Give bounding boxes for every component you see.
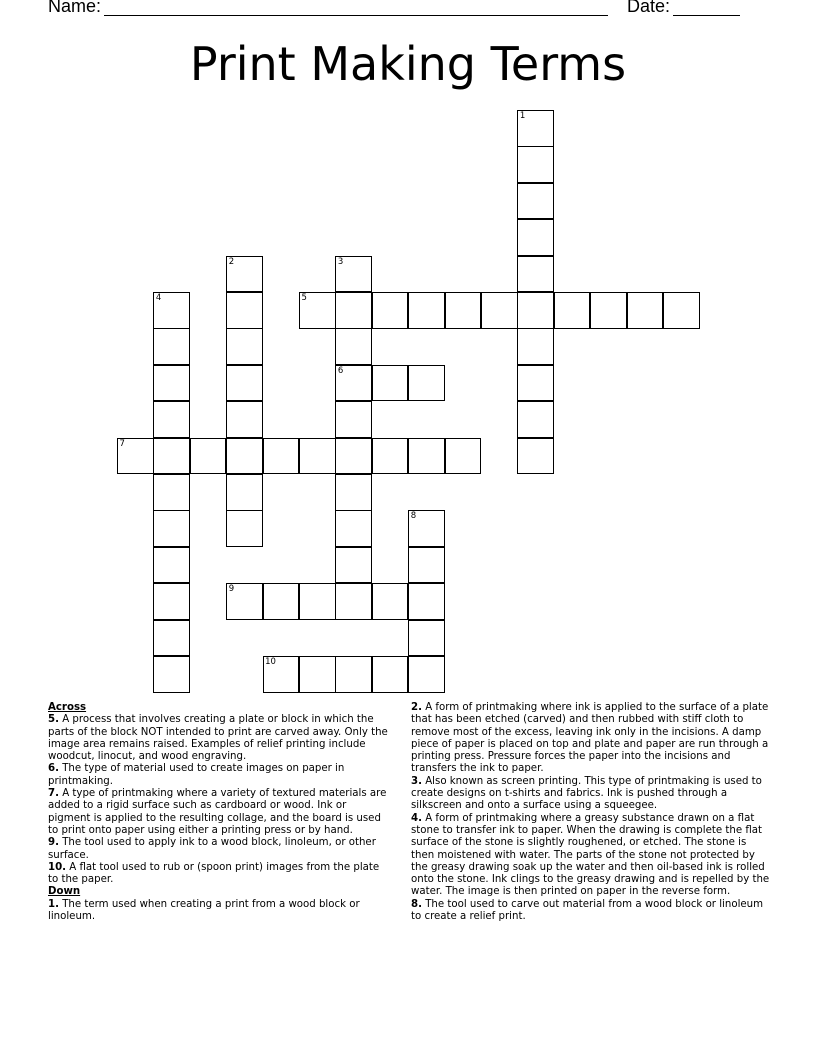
clue-item-text: Also known as screen printing. This type of printmaking is used to create designs on t-shirts and fabrics. Ink is pushed through a silkscreen and onto a surface using a squeegee. xyxy=(411,775,762,812)
grid-cell[interactable] xyxy=(335,510,372,547)
clue-item-text: The term used when creating a print from a wood block or linoleum. xyxy=(48,898,360,923)
down-clue-list xyxy=(48,899,390,924)
grid-cell[interactable] xyxy=(153,438,190,475)
grid-cell[interactable] xyxy=(153,547,190,584)
grid-cell[interactable] xyxy=(408,438,445,475)
clue-item xyxy=(411,776,771,813)
clue-item-text: A process that involves creating a plate or block in which the parts of the block NOT intended to print are carved away. Only the image area remains raised. Examples of relief printing include woodcut, linocut, and wood engraving. xyxy=(48,714,388,763)
grid-cell[interactable] xyxy=(372,365,409,402)
grid-cell[interactable] xyxy=(335,583,372,620)
name-label: Name: xyxy=(48,0,102,16)
grid-cell[interactable] xyxy=(408,656,445,693)
grid-cell[interactable] xyxy=(517,183,554,220)
clue-number-3: 3 xyxy=(337,256,344,267)
clue-number-2: 2 xyxy=(228,256,235,267)
grid-cell[interactable] xyxy=(408,292,445,329)
clue-item-number: 7. xyxy=(48,788,59,800)
date-label: Date: xyxy=(627,0,671,16)
grid-cell[interactable] xyxy=(226,510,263,547)
grid-cell[interactable] xyxy=(153,365,190,402)
clue-item xyxy=(411,702,771,776)
grid-cell[interactable] xyxy=(153,620,190,657)
grid-cell[interactable] xyxy=(153,583,190,620)
grid-cell[interactable] xyxy=(153,474,190,511)
grid-cell[interactable] xyxy=(372,292,409,329)
clue-item-number: 3. xyxy=(411,775,422,787)
clue-item xyxy=(48,788,390,837)
clues-right-column xyxy=(411,702,771,923)
grid-cell[interactable] xyxy=(299,583,336,620)
grid-cell[interactable] xyxy=(335,401,372,438)
clue-item-text: The tool used to carve out material from a wood block or linoleum to create a relief print. xyxy=(411,898,764,923)
clue-number-10: 10 xyxy=(265,657,276,667)
grid-cell[interactable] xyxy=(335,438,372,475)
grid-cell[interactable] xyxy=(226,365,263,402)
clue-item xyxy=(48,763,390,788)
clue-item-number: 5. xyxy=(48,714,59,726)
clue-number-7: 7 xyxy=(119,438,125,449)
grid-cell[interactable] xyxy=(263,583,300,620)
clue-item xyxy=(411,813,771,899)
grid-cell[interactable] xyxy=(299,656,336,693)
clue-number-1: 1 xyxy=(519,111,526,121)
grid-cell[interactable] xyxy=(153,401,190,438)
grid-cell[interactable] xyxy=(408,620,445,657)
clue-item xyxy=(48,899,390,924)
clue-item-number: 10. xyxy=(48,861,67,873)
down-heading: Down xyxy=(48,886,81,898)
grid-cell[interactable] xyxy=(517,256,554,293)
grid-cell[interactable] xyxy=(372,583,409,620)
grid-cell[interactable] xyxy=(335,328,372,365)
grid-cell[interactable] xyxy=(590,292,627,329)
grid-cell[interactable] xyxy=(517,146,554,183)
grid-cell[interactable] xyxy=(554,292,591,329)
grid-cell[interactable] xyxy=(517,328,554,365)
grid-cell[interactable] xyxy=(335,547,372,584)
down-clue-list-continued xyxy=(411,702,771,923)
clue-item xyxy=(48,714,390,763)
grid-cell[interactable] xyxy=(372,656,409,693)
grid-cell[interactable] xyxy=(226,328,263,365)
grid-cell[interactable] xyxy=(408,547,445,584)
grid-cell[interactable] xyxy=(153,328,190,365)
grid-cell[interactable] xyxy=(226,292,263,329)
grid-cell[interactable] xyxy=(335,474,372,511)
grid-cell[interactable] xyxy=(226,474,263,511)
grid-cell[interactable] xyxy=(408,365,445,402)
clue-item xyxy=(411,899,771,924)
clue-item xyxy=(48,862,390,887)
clue-item-text: A form of printmaking where ink is applied to the surface of a plate that has been etched (carved) and then rubbed with stiff cloth to remove most of the excess, leaving ink only in the incisions. A damp piece of paper is placed on top and plate and paper are run through a printing press. Pressure forces the paper into the incisions and transfers the ink to paper. xyxy=(411,702,769,775)
clue-item-text: The type of material used to create images on paper in printmaking. xyxy=(48,763,345,787)
grid-cell[interactable] xyxy=(408,583,445,620)
clue-item-text: A flat tool used to rub or (spoon print) images from the plate to the paper. xyxy=(48,861,380,886)
grid-cell[interactable] xyxy=(517,401,554,438)
clue-number-4: 4 xyxy=(155,293,162,303)
clue-number-8: 8 xyxy=(410,511,417,522)
grid-cell[interactable] xyxy=(445,292,482,329)
grid-cell[interactable] xyxy=(153,510,190,547)
grid-cell[interactable] xyxy=(372,438,409,475)
grid-cell[interactable] xyxy=(481,292,518,329)
grid-cell[interactable] xyxy=(627,292,664,329)
grid-cell[interactable] xyxy=(335,656,372,693)
across-clue-list xyxy=(48,714,390,886)
clue-item-number: 2. xyxy=(411,702,422,713)
clue-item-number: 1. xyxy=(48,898,59,910)
grid-cell[interactable] xyxy=(517,438,554,475)
grid-cell[interactable] xyxy=(517,365,554,402)
page-title: Print Making Terms xyxy=(189,37,627,91)
clue-item-number: 4. xyxy=(411,812,422,824)
grid-cell[interactable] xyxy=(663,292,700,329)
clue-item-number: 8. xyxy=(411,898,422,910)
clue-number-5: 5 xyxy=(301,293,307,303)
grid-cell[interactable] xyxy=(299,438,336,475)
grid-cell[interactable] xyxy=(445,438,482,475)
clue-item-text: A type of printmaking where a variety of textured materials are added to a rigid surface such as cardboard or wood. Ink or pigment is applied to the resulting collage, and the board is used to print onto paper using either a printing press or by hand. xyxy=(48,788,387,836)
clue-item xyxy=(48,837,390,862)
grid-cell[interactable] xyxy=(153,656,190,693)
clue-number-9: 9 xyxy=(228,584,235,595)
grid-cell[interactable] xyxy=(226,401,263,438)
across-heading: Across xyxy=(48,702,87,713)
grid-cell[interactable] xyxy=(517,292,554,329)
grid-cell[interactable] xyxy=(517,219,554,256)
grid-cell[interactable] xyxy=(335,292,372,329)
clue-item-text: A form of printmaking where a greasy substance drawn on a flat stone to transfer ink to paper. When the drawing is complete the flat surface of the stone is slightly roughened, or etched. The stone is then moistened with water. The parts of the stone not protected by the greasy drawing soak up the water and then oil-based ink is rolled onto the stone. Ink clings to the greasy drawing and is repelled by the water. The image is then printed on paper in the reverse form. xyxy=(411,812,770,898)
grid-cell[interactable] xyxy=(263,438,300,475)
clues-left-column xyxy=(48,702,390,923)
grid-cell[interactable] xyxy=(190,438,227,475)
clue-item-text: The tool used to apply ink to a wood block, linoleum, or other surface. xyxy=(48,837,376,861)
clue-item-number: 6. xyxy=(48,763,59,775)
clue-number-6: 6 xyxy=(337,365,344,376)
grid-cell[interactable] xyxy=(226,438,263,475)
clue-item-number: 9. xyxy=(48,837,59,849)
